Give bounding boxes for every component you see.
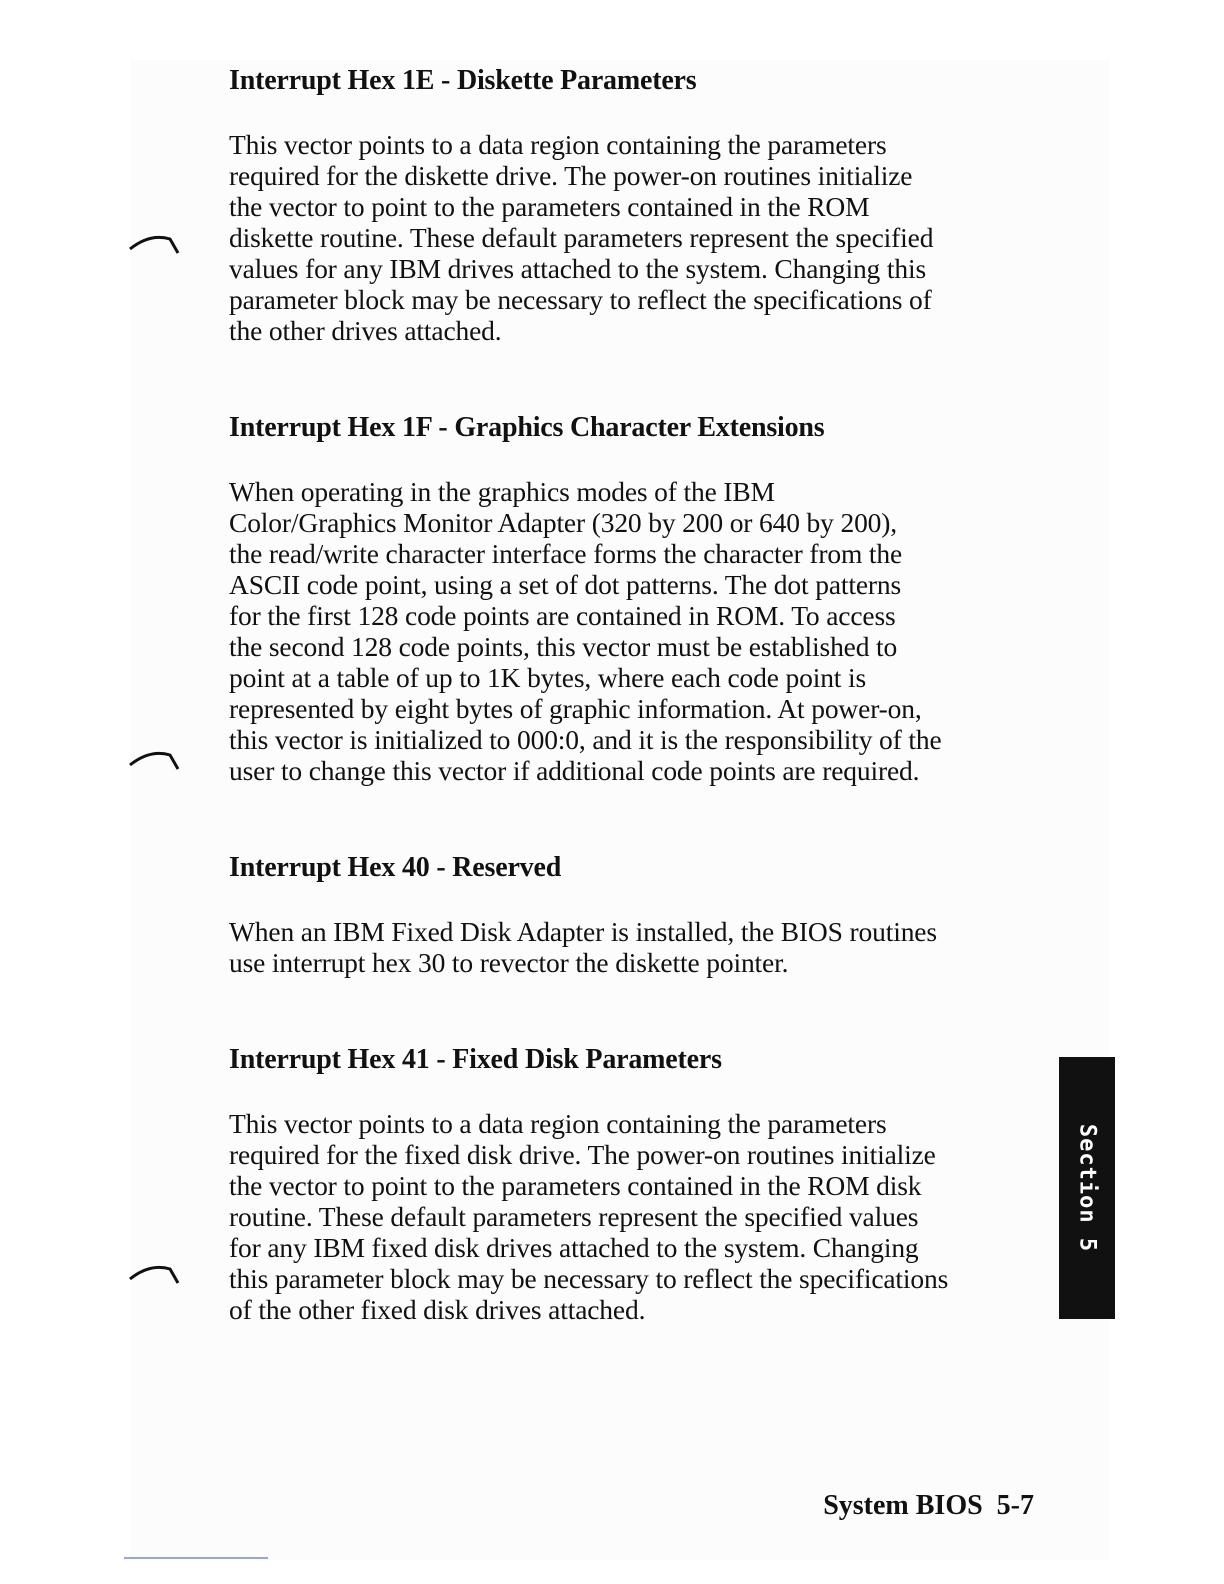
section-heading: Interrupt Hex 1F - Graphics Character Extensions — [229, 412, 825, 443]
section-heading: Interrupt Hex 40 - Reserved — [229, 852, 562, 883]
binder-hole-mark-1 — [128, 229, 180, 255]
section-heading: Interrupt Hex 1E - Diskette Parameters — [229, 65, 697, 96]
section-tab — [1059, 1057, 1115, 1319]
section-paragraph: When operating in the graphics modes of the IBM Color/Graphics Monitor Adapter (320 by 200 or 640 by 200), the read/write character interface forms the character from the ASCII code point, using a set of dot patterns. The dot patterns for the first 128 code points are contained in ROM. To access the second 128 code points, this vector must be established to point at a table of up to 1K bytes, where each code point is represented by eight bytes of graphic information. At power-on, this vector is initialized to 000:0, and it is the responsibility of the user to change this vector if additional code points are required. — [229, 476, 942, 786]
section-interrupt-1f — [229, 411, 942, 786]
scan-edge-line — [124, 1557, 268, 1559]
binder-hole-mark-3 — [128, 1259, 180, 1285]
page-footer — [823, 1489, 1034, 1523]
footer-title: System BIOS — [823, 1490, 983, 1521]
section-interrupt-1e — [229, 64, 933, 346]
section-tab-label: Section 5 — [1074, 1123, 1100, 1253]
section-paragraph: This vector points to a data region containing the parameters required for the fixed disk drive. The power-on routines initialize the vector to point to the parameters contained in the ROM disk routine. These default parameters represent the specified values for any IBM fixed disk drives attached to the system. Changing this parameter block may be necessary to reflect the specifications of the other fixed disk drives attached. — [229, 1108, 949, 1325]
section-paragraph: This vector points to a data region containing the parameters required for the diskette drive. The power-on routines initialize the vector to point to the parameters contained in the ROM diskette routine. These default parameters represent the specified values for any IBM drives attached to the system. Changing this parameter block may be necessary to reflect the specifications of the other drives attached. — [229, 129, 934, 346]
section-paragraph: When an IBM Fixed Disk Adapter is installed, the BIOS routines use interrupt hex 30 to revector the diskette pointer. — [229, 916, 937, 978]
section-interrupt-41 — [229, 1043, 948, 1325]
page-number: 5-7 — [996, 1490, 1034, 1521]
binder-hole-mark-2 — [128, 745, 180, 771]
section-interrupt-40 — [229, 851, 937, 978]
section-heading: Interrupt Hex 41 - Fixed Disk Parameters — [229, 1044, 722, 1075]
